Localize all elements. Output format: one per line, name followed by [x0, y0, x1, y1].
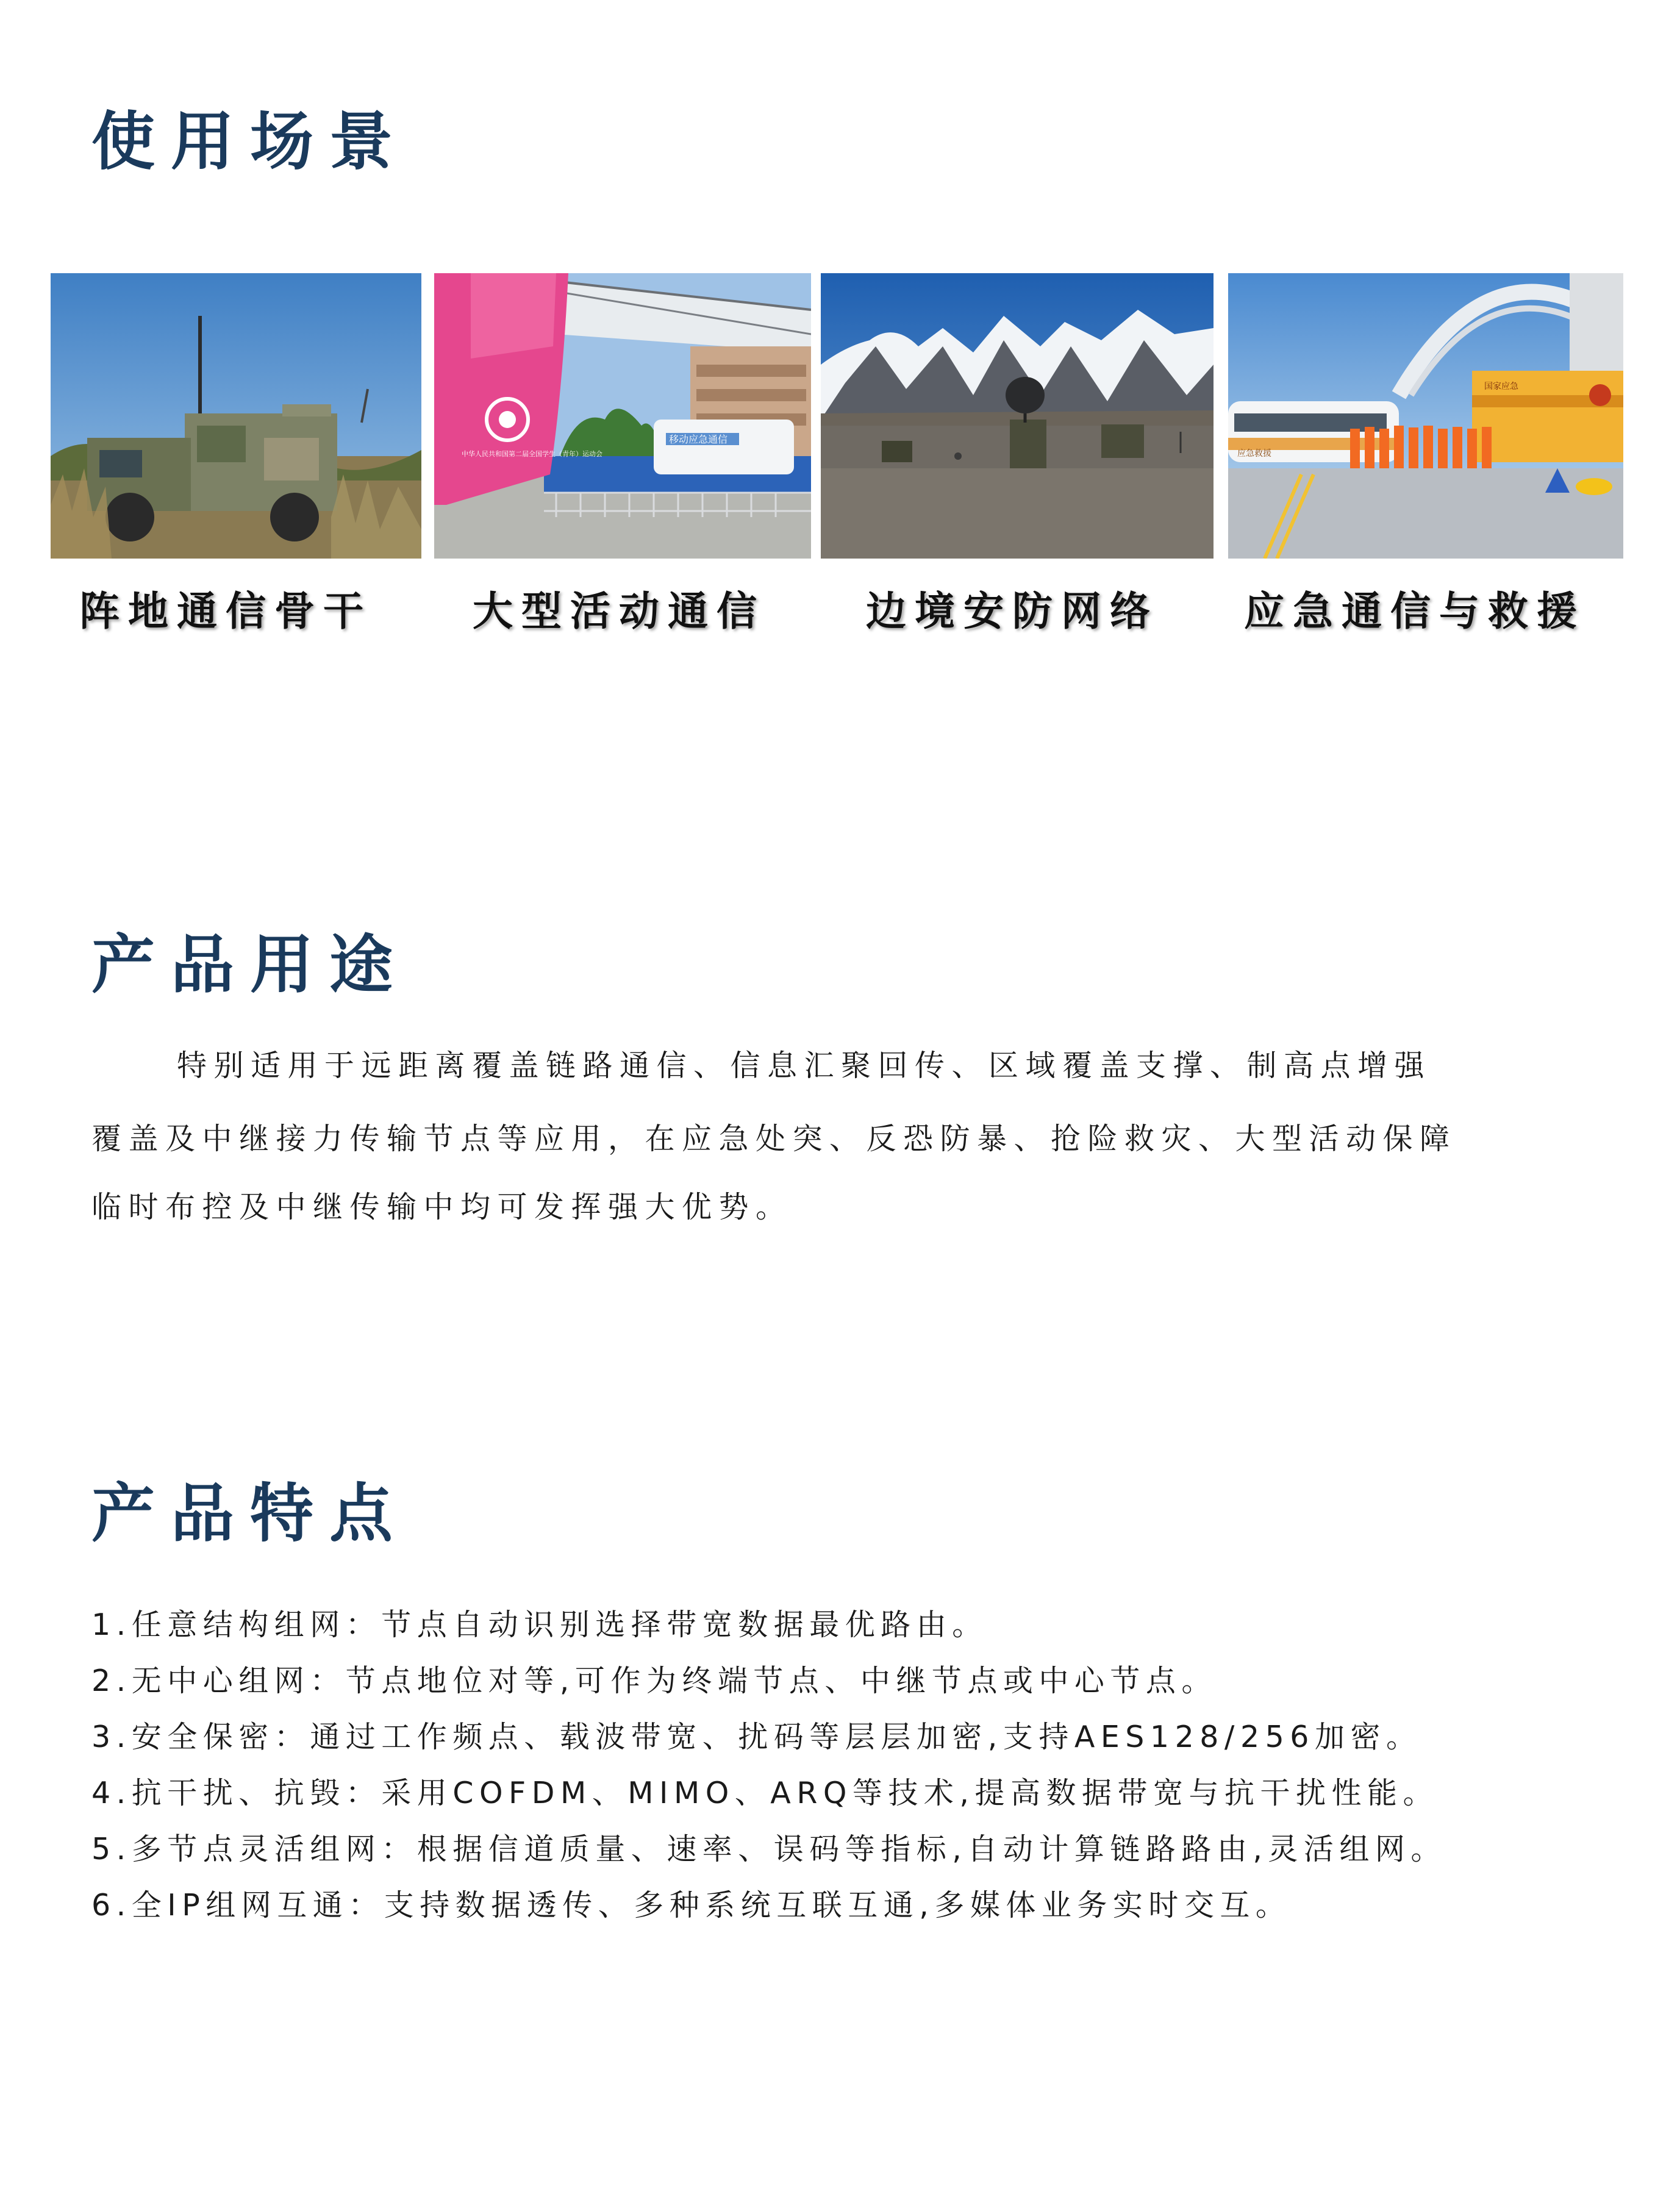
section-title-features: 产品特点 — [91, 1476, 409, 1551]
camouflage-military-truck-photo — [51, 273, 421, 559]
feature-item-5: 5.多节点灵活组网：根据信道质量、速率、误码等指标,自动计算链路路由,灵活组网。 — [91, 1832, 1446, 1867]
caption-border-security-network: 边境安防网络 — [866, 588, 1159, 635]
feature-item-3: 3.安全保密：通过工作频点、载波带宽、扰码等层层加密,支持AES128/256加密。 — [91, 1720, 1422, 1754]
feature-item-1: 1.任意结构组网：节点自动识别选择带宽数据最优路由。 — [91, 1607, 988, 1642]
snow-mountain-border-photo — [821, 273, 1214, 559]
caption-emergency-rescue: 应急通信与救援 — [1244, 588, 1585, 635]
stadium-event-photo — [434, 273, 811, 559]
banner-text: 中华人民共和国第二届全国学生（青年）运动会 — [462, 450, 602, 458]
section-title-scenarios: 使用场景 — [91, 104, 409, 179]
truck-badge-text: 国家应急 — [1484, 382, 1518, 391]
bus-text: 应急救援 — [1237, 449, 1271, 459]
section-title-usage: 产品用途 — [91, 927, 409, 1002]
usage-line-3: 临时布控及中继传输中均可发挥强大优势。 — [91, 1190, 793, 1224]
caption-position-communication: 阵地通信骨干 — [79, 588, 372, 635]
caption-large-event-communication: 大型活动通信 — [473, 588, 765, 635]
feature-item-2: 2.无中心组网：节点地位对等,可作为终端节点、中继节点或中心节点。 — [91, 1663, 1217, 1698]
feature-item-4: 4.抗干扰、抗毁：采用COFDM、MIMO、ARQ等技术,提高数据带宽与抗干扰性能。 — [91, 1776, 1439, 1810]
feature-item-6: 6.全IP组网互通：支持数据透传、多种系统互联互通,多媒体业务实时交互。 — [91, 1888, 1292, 1923]
van-text: 移动应急通信 — [669, 434, 728, 445]
emergency-rescue-team-photo — [1228, 273, 1623, 559]
usage-line-2: 覆盖及中继接力传输节点等应用，在应急处突、反恐防暴、抢险救灾、大型活动保障 — [91, 1121, 1457, 1156]
usage-line-1: 特别适用于远距离覆盖链路通信、信息汇聚回传、区域覆盖支撑、制高点增强 — [177, 1048, 1432, 1083]
